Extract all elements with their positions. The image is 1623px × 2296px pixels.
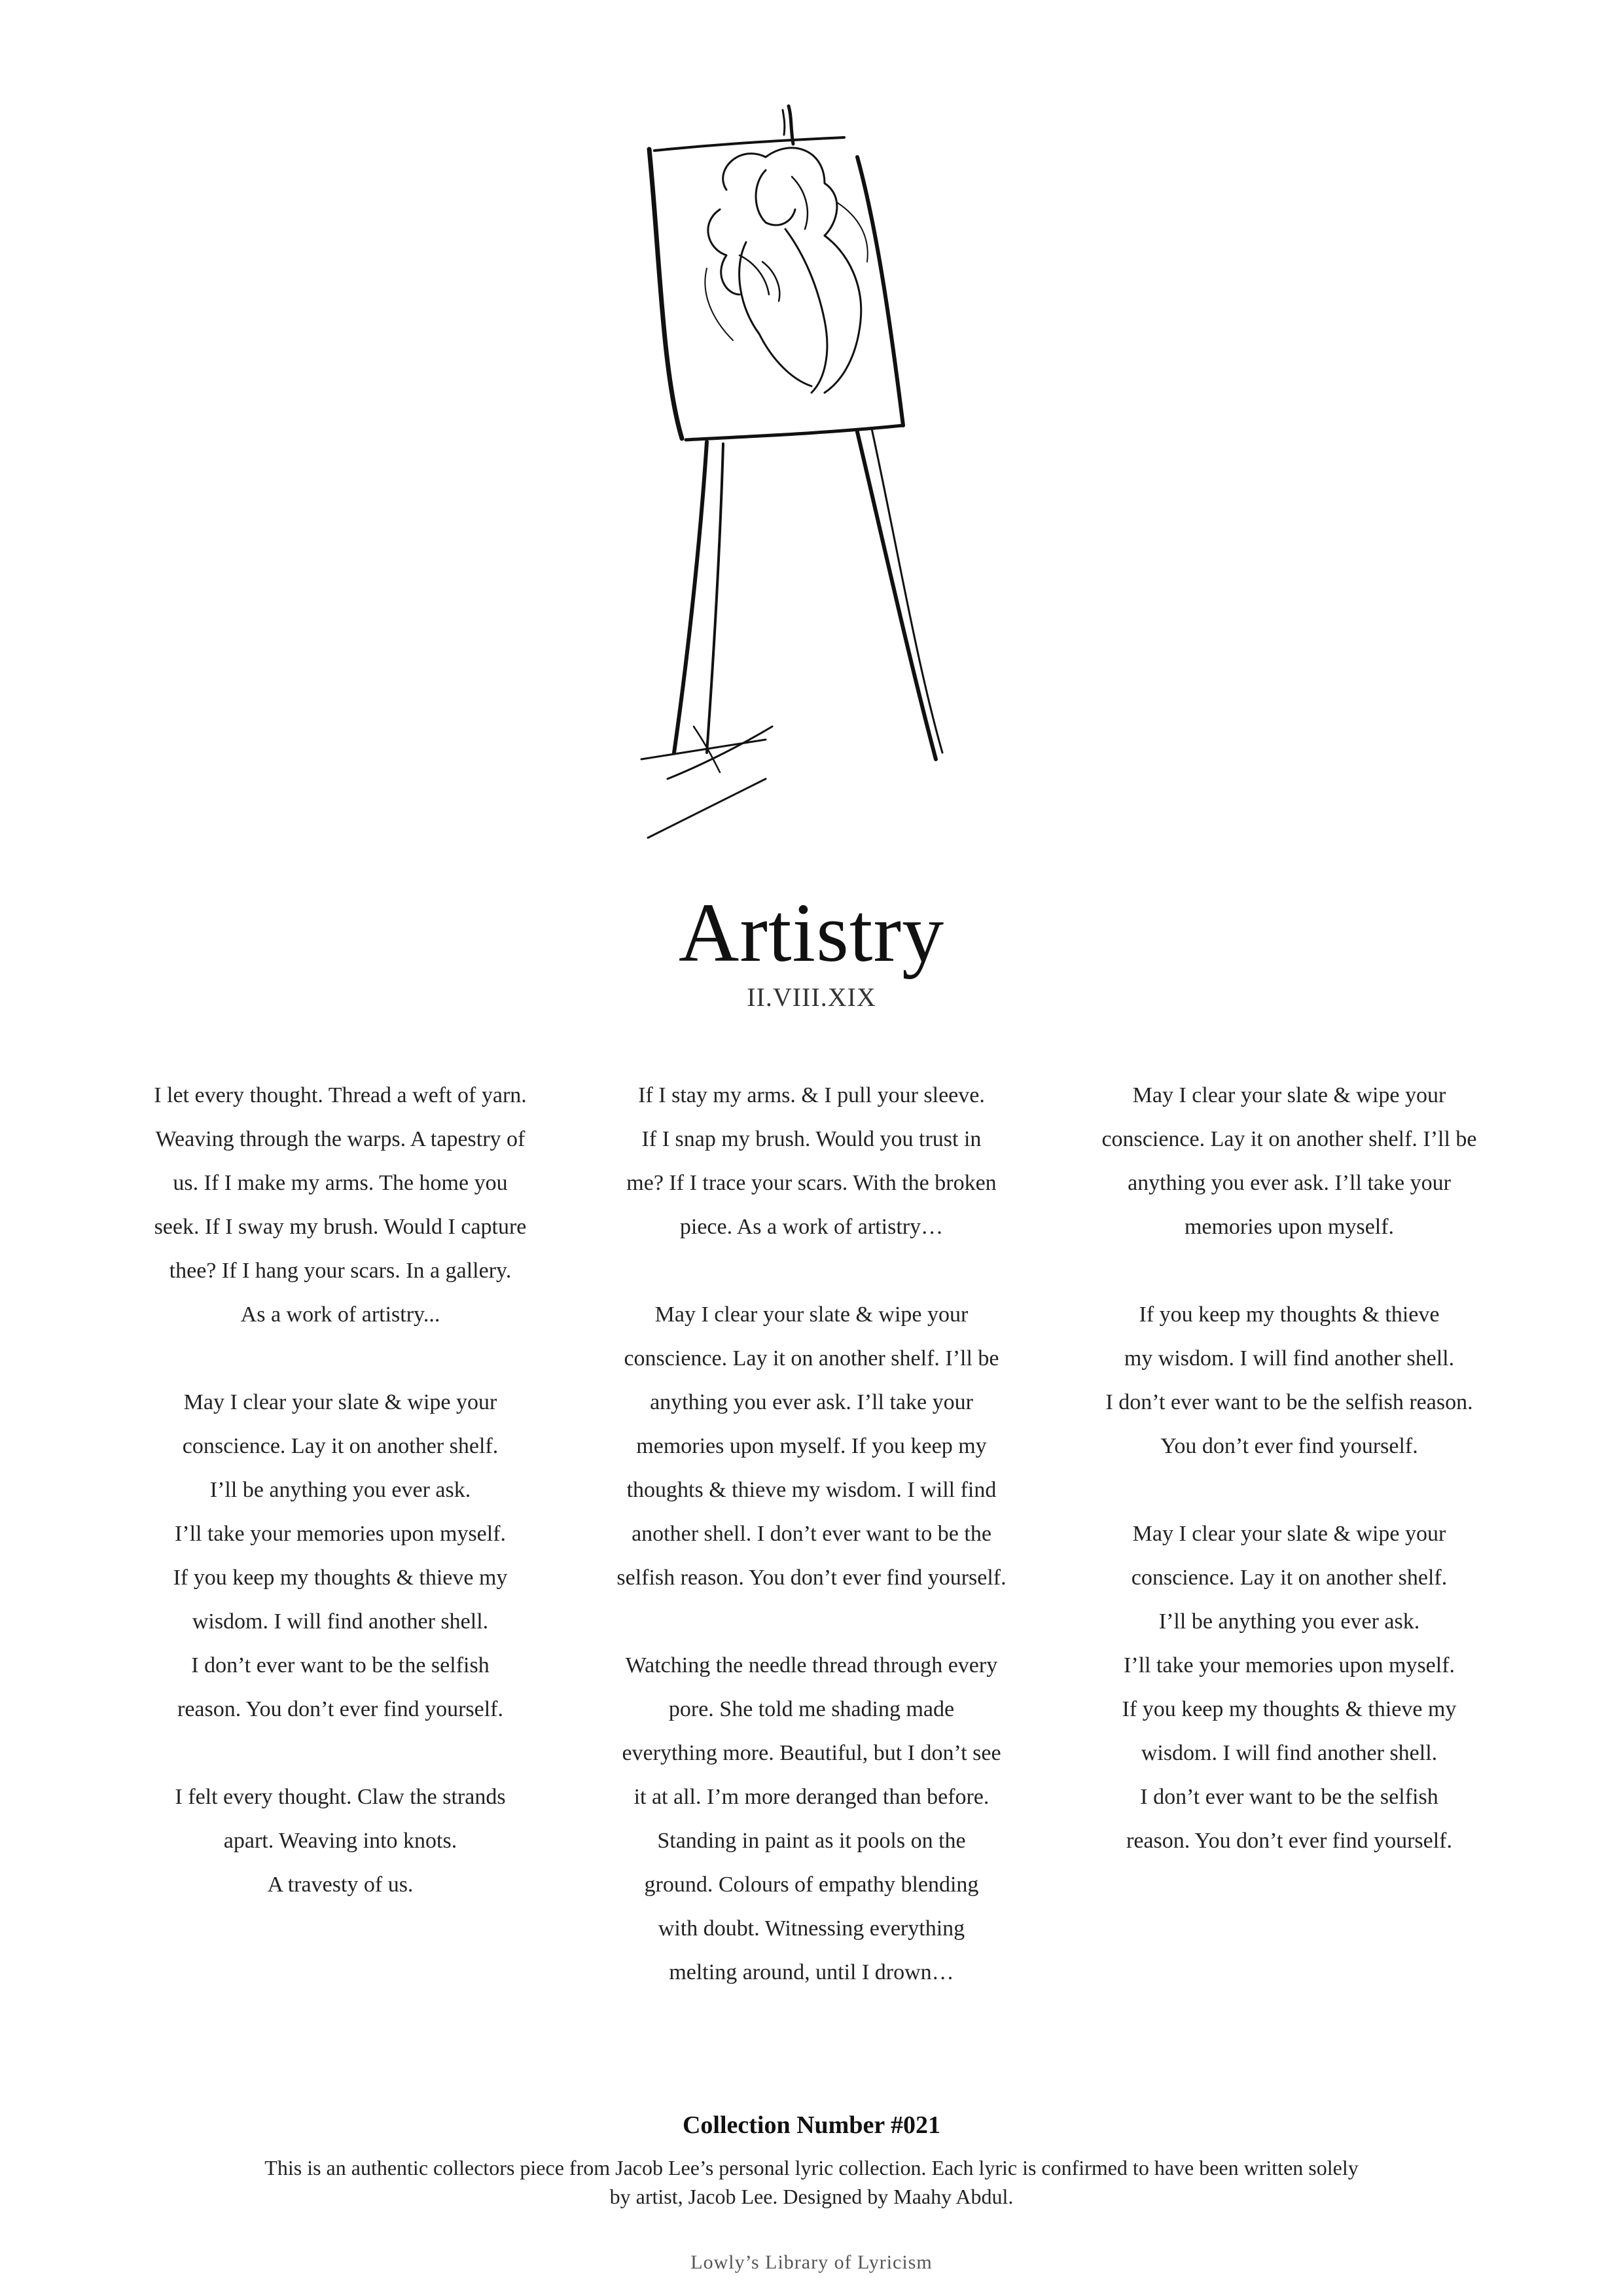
lyric-line: A travesty of us. <box>267 1873 414 1897</box>
lyric-line: another shell. I don’t ever want to be the <box>632 1522 991 1546</box>
stanza <box>124 1380 556 1731</box>
lyric-line: anything you ever ask. I’ll take your <box>1128 1171 1451 1195</box>
lyric-column-1 <box>124 1073 556 1950</box>
lyric-line: I’ll take your memories upon myself. <box>1123 1653 1455 1677</box>
lyric-line: I don’t ever want to be the selfish reason. <box>1105 1390 1473 1414</box>
lyric-line: melting around, until I drown… <box>669 1960 954 1984</box>
lyric-line: me? If I trace your scars. With the broken <box>626 1171 997 1195</box>
lyric-line: selfish reason. You don’t ever find yourself. <box>616 1566 1007 1590</box>
lyric-line: May I clear your slate & wipe your <box>1132 1522 1446 1546</box>
lyric-line: piece. As a work of artistry… <box>679 1215 944 1239</box>
lyric-line: thee? If I hang your scars. In a gallery. <box>169 1259 512 1283</box>
description-line: by artist, Jacob Lee. Designed by Maahy Abdul. <box>609 2185 1014 2208</box>
lyric-line: May I clear your slate & wipe your <box>654 1302 969 1327</box>
stanza <box>1073 1073 1505 1249</box>
lyric-line: I don’t ever want to be the selfish <box>191 1653 490 1677</box>
poem-title: Artistry <box>678 886 945 979</box>
lyric-line: apart. Weaving into knots. <box>223 1829 457 1853</box>
stanza <box>124 1775 556 1907</box>
lyric-line: reason. You don’t ever find yourself. <box>1126 1829 1452 1853</box>
lyric-line: May I clear your slate & wipe your <box>1132 1083 1446 1107</box>
lyric-line: memories upon myself. <box>1184 1215 1395 1239</box>
lyric-line: thoughts & thieve my wisdom. I will find <box>626 1478 997 1502</box>
lyric-line: wisdom. I will find another shell. <box>192 1609 489 1634</box>
lyric-line: Weaving through the warps. A tapestry of <box>155 1127 526 1151</box>
lyric-line: I let every thought. Thread a weft of yarn. <box>154 1083 527 1107</box>
lyric-line: reason. You don’t ever find yourself. <box>177 1697 503 1721</box>
lyric-line: with doubt. Witnessing everything <box>658 1916 965 1941</box>
easel-with-painting-icon <box>628 98 982 857</box>
stanza <box>1073 1293 1505 1468</box>
lyric-column-3 <box>1073 1073 1505 1907</box>
lyric-line: seek. If I sway my brush. Would I capture <box>154 1215 527 1239</box>
lyric-line: I don’t ever want to be the selfish <box>1140 1785 1438 1809</box>
lyric-line: You don’t ever find yourself. <box>1160 1434 1418 1458</box>
stanza <box>596 1073 1027 1249</box>
lyric-line: I’ll take your memories upon myself. <box>174 1522 507 1546</box>
lyric-line: If I stay my arms. & I pull your sleeve. <box>638 1083 985 1107</box>
lyric-line: wisdom. I will find another shell. <box>1141 1741 1438 1765</box>
lyric-column-2 <box>596 1073 1027 2038</box>
lyric-line: If you keep my thoughts & thieve my <box>1122 1697 1457 1721</box>
lyric-line: Standing in paint as it pools on the <box>657 1829 966 1853</box>
lyric-line: ground. Colours of empathy blending <box>644 1873 979 1897</box>
collection-description <box>0 2153 1623 2211</box>
lyric-line: conscience. Lay it on another shelf. <box>182 1434 499 1458</box>
stanza <box>596 1293 1027 1600</box>
lyric-line: If you keep my thoughts & thieve <box>1139 1302 1440 1327</box>
lyric-line: I felt every thought. Claw the strands <box>175 1785 506 1809</box>
lyric-line: my wisdom. I will find another shell. <box>1124 1346 1455 1371</box>
lyric-line: If you keep my thoughts & thieve my <box>173 1566 508 1590</box>
poem-date: II.VIII.XIX <box>747 982 876 1012</box>
lyric-line: anything you ever ask. I’ll take your <box>650 1390 973 1414</box>
stanza <box>596 1643 1027 1994</box>
lyric-line: If I snap my brush. Would you trust in <box>641 1127 982 1151</box>
lyric-line: it at all. I’m more deranged than before. <box>633 1785 990 1809</box>
lyric-line: Watching the needle thread through every <box>625 1653 998 1677</box>
lyric-line: May I clear your slate & wipe your <box>183 1390 497 1414</box>
lyric-line: memories upon myself. If you keep my <box>636 1434 987 1458</box>
lyric-line: us. If I make my arms. The home you <box>173 1171 508 1195</box>
stanza <box>1073 1512 1505 1863</box>
library-name: Lowly’s Library of Lyricism <box>690 2251 933 2273</box>
lyric-line: I’ll be anything you ever ask. <box>209 1478 471 1502</box>
lyric-line: conscience. Lay it on another shelf. <box>1131 1566 1448 1590</box>
lyric-line: conscience. Lay it on another shelf. I’ll be <box>624 1346 999 1371</box>
lyric-line: As a work of artistry... <box>240 1302 440 1327</box>
lyric-line: I’ll be anything you ever ask. <box>1158 1609 1420 1634</box>
collection-number: Collection Number #021 <box>682 2111 941 2139</box>
description-line: This is an authentic collectors piece from Jacob Lee’s personal lyric collection. Each lyric is confirmed to have been written solely <box>264 2156 1359 2179</box>
lyric-line: everything more. Beautiful, but I don’t see <box>622 1741 1001 1765</box>
lyric-line: conscience. Lay it on another shelf. I’ll be <box>1101 1127 1477 1151</box>
stanza <box>124 1073 556 1336</box>
lyric-line: pore. She told me shading made <box>668 1697 955 1721</box>
